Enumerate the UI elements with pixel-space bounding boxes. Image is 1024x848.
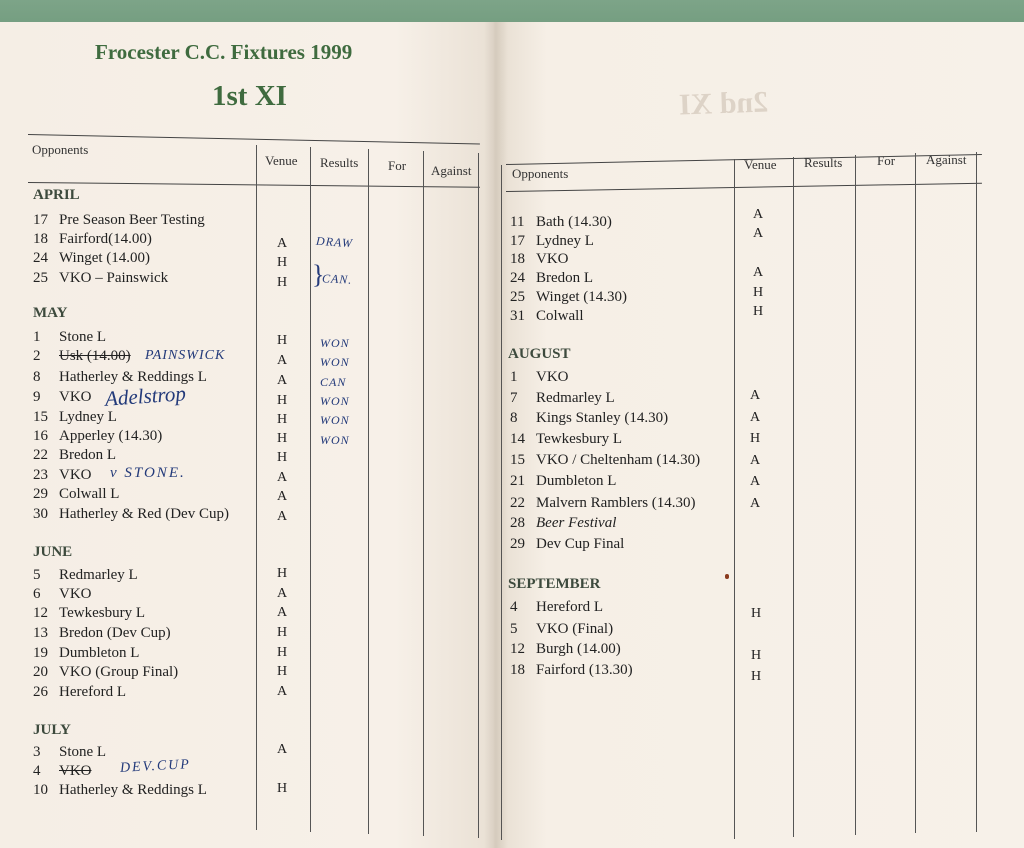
- header-venue: Venue: [744, 157, 777, 172]
- venue-cell: H: [276, 412, 288, 427]
- fixture-row: 25 VKO – Painswick: [33, 270, 169, 286]
- fixture-row: 18 VKO: [510, 251, 569, 267]
- fixture-row: 30 Hatherley & Red (Dev Cup): [33, 506, 229, 522]
- fixture-row: 26 Hereford L: [33, 684, 127, 700]
- fixture-row: 8 Hatherley & Reddings L: [33, 369, 207, 385]
- handwritten-result: CAN.: [321, 271, 353, 287]
- venue-cell: A: [276, 586, 288, 601]
- book-spine-shadow: [484, 22, 508, 848]
- venue-cell: H: [750, 606, 762, 621]
- header-results: Results: [320, 155, 359, 170]
- venue-cell: H: [752, 304, 764, 319]
- venue-cell: H: [276, 781, 288, 796]
- venue-cell: H: [276, 275, 288, 290]
- fixture-row: 17 Pre Season Beer Testing: [33, 212, 205, 228]
- venue-cell: A: [276, 353, 288, 368]
- column-divider: [855, 155, 856, 835]
- fixture-row: 18 Fairford(14.00): [33, 231, 152, 247]
- fixtures-title: Frocester C.C. Fixtures 1999: [95, 40, 353, 64]
- venue-cell: A: [276, 605, 288, 620]
- venue-cell: A: [749, 453, 761, 468]
- fixture-row: 23 VKO: [33, 467, 92, 483]
- fixture-row: 13 Bredon (Dev Cup): [33, 625, 171, 641]
- brace-mark: }: [312, 260, 325, 289]
- venue-cell: H: [750, 648, 762, 663]
- fixture-row: 17 Lydney L: [510, 233, 594, 249]
- fixture-row: 1 Stone L: [33, 329, 107, 345]
- month-heading: JULY: [33, 722, 71, 738]
- venue-cell: A: [749, 474, 761, 489]
- fixture-row: 5 VKO (Final): [510, 621, 614, 637]
- fixture-row: 2 Usk (14.00): [33, 348, 131, 364]
- fixture-row: 4 VKO: [33, 763, 92, 779]
- venue-cell: H: [276, 566, 288, 581]
- column-divider: [310, 147, 311, 832]
- header-results: Results: [804, 155, 843, 170]
- column-divider: [734, 159, 735, 839]
- fixture-row: 8 Kings Stanley (14.30): [510, 410, 669, 426]
- venue-cell: A: [752, 226, 764, 241]
- venue-cell: A: [276, 489, 288, 504]
- handwritten-note: DEV.CUP: [119, 757, 192, 776]
- header-opponents: Opponents: [512, 166, 569, 181]
- column-divider: [256, 145, 257, 830]
- fixture-row: 18 Fairford (13.30): [510, 662, 633, 678]
- venue-cell: H: [276, 255, 288, 270]
- handwritten-result: CAN: [320, 375, 347, 389]
- handwritten-result: WON: [320, 413, 350, 427]
- venue-cell: H: [276, 664, 288, 679]
- fixture-row: 22 Bredon L: [33, 447, 117, 463]
- show-through-text: 2nd XI: [678, 85, 769, 122]
- venue-cell: A: [276, 236, 288, 251]
- fixture-row: 19 Dumbleton L: [33, 645, 140, 661]
- fixture-row: 22 Malvern Ramblers (14.30): [510, 495, 696, 511]
- column-divider: [793, 157, 794, 837]
- month-heading: JUNE: [33, 544, 73, 560]
- fixture-row: 21 Dumbleton L: [510, 473, 617, 489]
- header-opponents: Opponents: [32, 142, 89, 157]
- venue-cell: H: [276, 431, 288, 446]
- header-venue: Venue: [265, 153, 298, 168]
- fixture-row: 15 VKO / Cheltenham (14.30): [510, 452, 701, 468]
- month-heading: AUGUST: [508, 346, 571, 362]
- handwritten-result: WON: [320, 336, 350, 350]
- venue-cell: A: [276, 684, 288, 699]
- header-for: For: [877, 153, 896, 168]
- column-divider: [478, 153, 479, 838]
- venue-cell: A: [276, 373, 288, 388]
- header-bottom-rule: [506, 183, 982, 192]
- handwritten-result: WON: [320, 394, 350, 408]
- fixture-row: 24 Bredon L: [510, 270, 594, 286]
- fixture-row: 6 VKO: [33, 586, 92, 602]
- header-against: Against: [926, 152, 967, 167]
- month-heading: MAY: [33, 305, 68, 321]
- column-divider: [915, 153, 916, 833]
- column-divider: [976, 152, 977, 832]
- fixture-row: 4 Hereford L: [510, 599, 604, 615]
- month-heading: SEPTEMBER: [508, 576, 601, 592]
- fixture-row: 7 Redmarley L: [510, 390, 615, 406]
- fixture-row: 9 VKO: [33, 389, 92, 405]
- fixture-row: 31 Colwall: [510, 308, 584, 324]
- handwritten-note: PAINSWICK: [145, 348, 226, 363]
- fixture-row: 25 Winget (14.30): [510, 289, 628, 305]
- venue-cell: A: [276, 742, 288, 757]
- venue-cell: H: [750, 669, 762, 684]
- column-divider: [423, 151, 424, 836]
- fixture-row: 28 Beer Festival: [510, 515, 617, 531]
- venue-cell: A: [749, 496, 761, 511]
- venue-cell: H: [276, 645, 288, 660]
- handwritten-result: WON: [320, 355, 350, 369]
- fixture-row: 11 Bath (14.30): [510, 214, 612, 230]
- venue-cell: H: [276, 333, 288, 348]
- header-for: For: [388, 158, 407, 173]
- fixture-row: 5 Redmarley L: [33, 567, 138, 583]
- fixture-row: 15 Lydney L: [33, 409, 117, 425]
- venue-cell: A: [276, 509, 288, 524]
- fixture-row: 14 Tewkesbury L: [510, 431, 623, 447]
- header-against: Against: [431, 163, 472, 178]
- fixture-row: 3 Stone L: [33, 744, 107, 760]
- venue-cell: H: [276, 625, 288, 640]
- fixture-row: 20 VKO (Group Final): [33, 664, 179, 680]
- ink-speck: [725, 574, 729, 579]
- fixture-row: 24 Winget (14.00): [33, 250, 151, 266]
- fixture-row: 16 Apperley (14.30): [33, 428, 163, 444]
- fixture-row: 12 Tewkesbury L: [33, 605, 146, 621]
- left-page: [0, 22, 495, 848]
- venue-cell: A: [752, 207, 764, 222]
- handwritten-note: v STONE.: [110, 465, 186, 481]
- fixture-row: 1 VKO: [510, 369, 569, 385]
- handwritten-result: DRAW: [315, 233, 354, 251]
- venue-cell: H: [749, 431, 761, 446]
- venue-cell: A: [749, 388, 761, 403]
- right-page: [494, 22, 1024, 848]
- handwritten-result: WON: [320, 433, 350, 447]
- column-divider: [368, 149, 369, 834]
- fixture-row: 29 Dev Cup Final: [510, 536, 625, 552]
- venue-cell: A: [749, 410, 761, 425]
- header-bottom-rule: [28, 182, 480, 188]
- fixture-row: 10 Hatherley & Reddings L: [33, 782, 207, 798]
- venue-cell: H: [752, 285, 764, 300]
- fixture-row: 12 Burgh (14.00): [510, 641, 621, 657]
- handwritten-note: Adelstrop: [104, 381, 187, 411]
- fixture-row: 29 Colwall L: [33, 486, 120, 502]
- venue-cell: A: [752, 265, 764, 280]
- venue-cell: H: [276, 450, 288, 465]
- month-heading: APRIL: [33, 187, 80, 203]
- team-subtitle: 1st XI: [212, 80, 287, 112]
- venue-cell: A: [276, 470, 288, 485]
- header-top-rule: [28, 134, 480, 144]
- venue-cell: H: [276, 393, 288, 408]
